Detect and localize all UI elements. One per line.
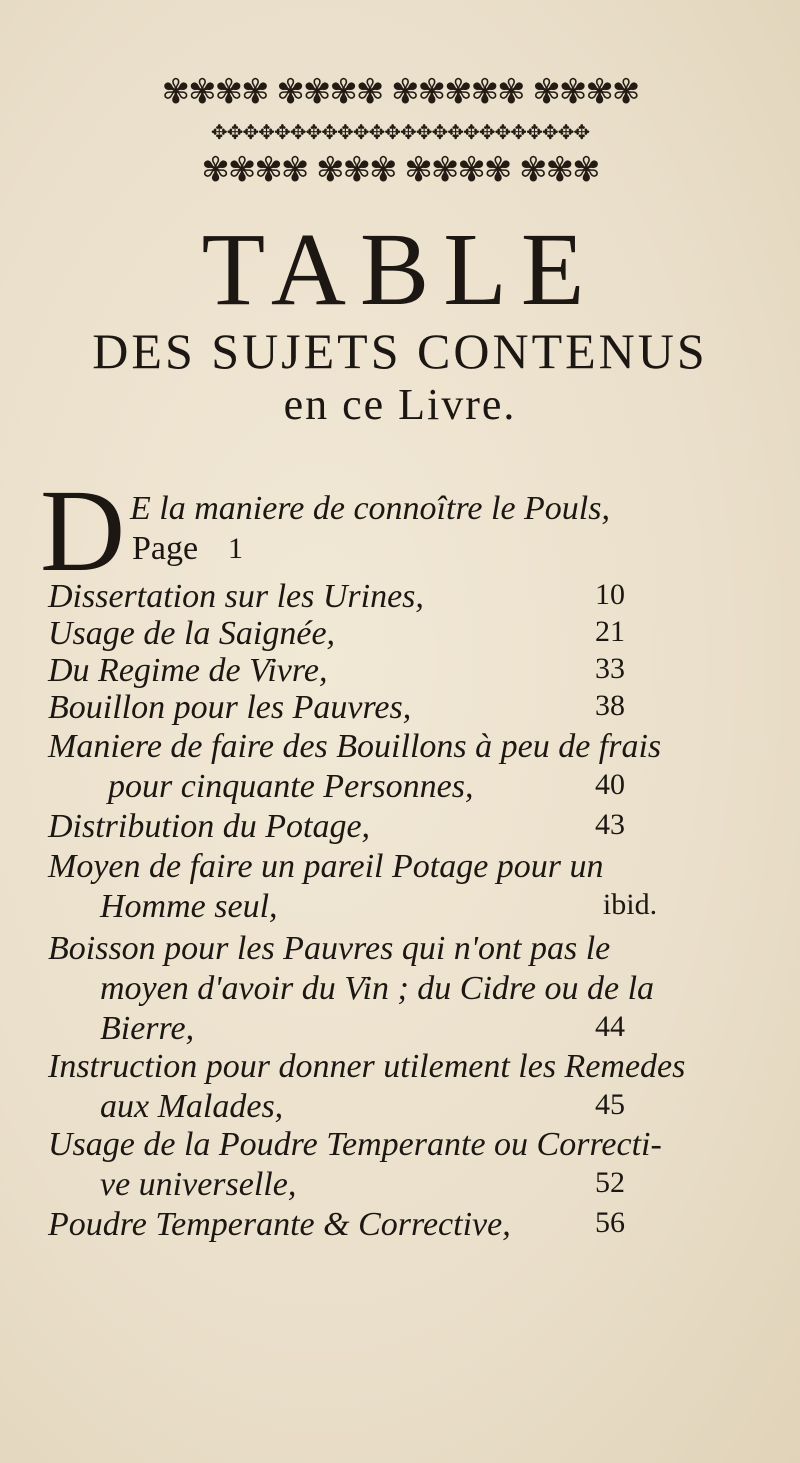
- toc-entry-text: Page: [132, 530, 199, 567]
- toc-entry-text: Distribution du Potage,: [48, 808, 371, 845]
- ornament-band-middle: ✥✥✥✥✥✥✥✥✥✥✥✥✥✥✥✥✥✥✥✥✥✥✥✥: [210, 120, 590, 144]
- toc-entry-text: Du Regime de Vivre,: [48, 652, 328, 689]
- toc-page-number: 43: [595, 808, 625, 841]
- toc-page-number: 38: [595, 689, 625, 722]
- toc-page-number: 45: [595, 1088, 625, 1121]
- toc-page-number: ibid.: [602, 888, 658, 921]
- toc-entry-text: Maniere de faire des Bouillons à peu de frais: [48, 728, 662, 765]
- toc-entry-text: Usage de la Poudre Temperante ou Correcti-: [48, 1126, 662, 1163]
- toc-entry-text: Bierre,: [100, 1010, 195, 1047]
- toc-page-number: 33: [595, 652, 625, 685]
- ornament-band-top: ✾✾✾✾ ✾✾✾✾ ✾✾✾✾✾ ✾✾✾✾: [161, 72, 639, 112]
- toc-page-number: 1: [228, 532, 243, 565]
- toc-entry-text: Homme seul,: [100, 888, 278, 925]
- toc-entry-text: Moyen de faire un pareil Potage pour un: [48, 848, 604, 885]
- drop-cap: D: [40, 465, 126, 596]
- toc-entry-text: Instruction pour donner utilement les Remedes: [48, 1048, 686, 1085]
- toc-page-number: 52: [595, 1166, 625, 1199]
- toc-page-number: 44: [595, 1010, 625, 1043]
- toc-entry-text: ve universelle,: [100, 1166, 297, 1203]
- page-subtitle: DES SUJETS CONTENUS: [92, 323, 708, 379]
- toc-entry-text: E la maniere de connoître le Pouls,: [130, 490, 610, 527]
- toc-entry-text: Poudre Temperante & Corrective,: [48, 1206, 511, 1243]
- toc-entry-text: Dissertation sur les Urines,: [48, 578, 424, 615]
- page-title: TABLE: [201, 212, 599, 327]
- toc-page-number: 10: [595, 578, 625, 611]
- toc-entry-text: Usage de la Saignée,: [48, 615, 336, 652]
- toc-entry-text: aux Malades,: [100, 1088, 284, 1125]
- toc-page-number: 21: [595, 615, 625, 648]
- toc-entry-text: moyen d'avoir du Vin ; du Cidre ou de la: [100, 970, 655, 1007]
- toc-page-number: 40: [595, 768, 625, 801]
- page-subtitle-line2: en ce Livre.: [283, 380, 517, 429]
- toc-page-number: 56: [595, 1206, 625, 1239]
- ornament-band-bottom: ✾✾✾✾ ✾✾✾ ✾✾✾✾ ✾✾✾: [201, 150, 599, 190]
- toc-entry-text: Bouillon pour les Pauvres,: [48, 689, 412, 726]
- toc-entry-text: pour cinquante Personnes,: [108, 768, 474, 805]
- toc-entry-text: Boisson pour les Pauvres qui n'ont pas le: [48, 930, 611, 967]
